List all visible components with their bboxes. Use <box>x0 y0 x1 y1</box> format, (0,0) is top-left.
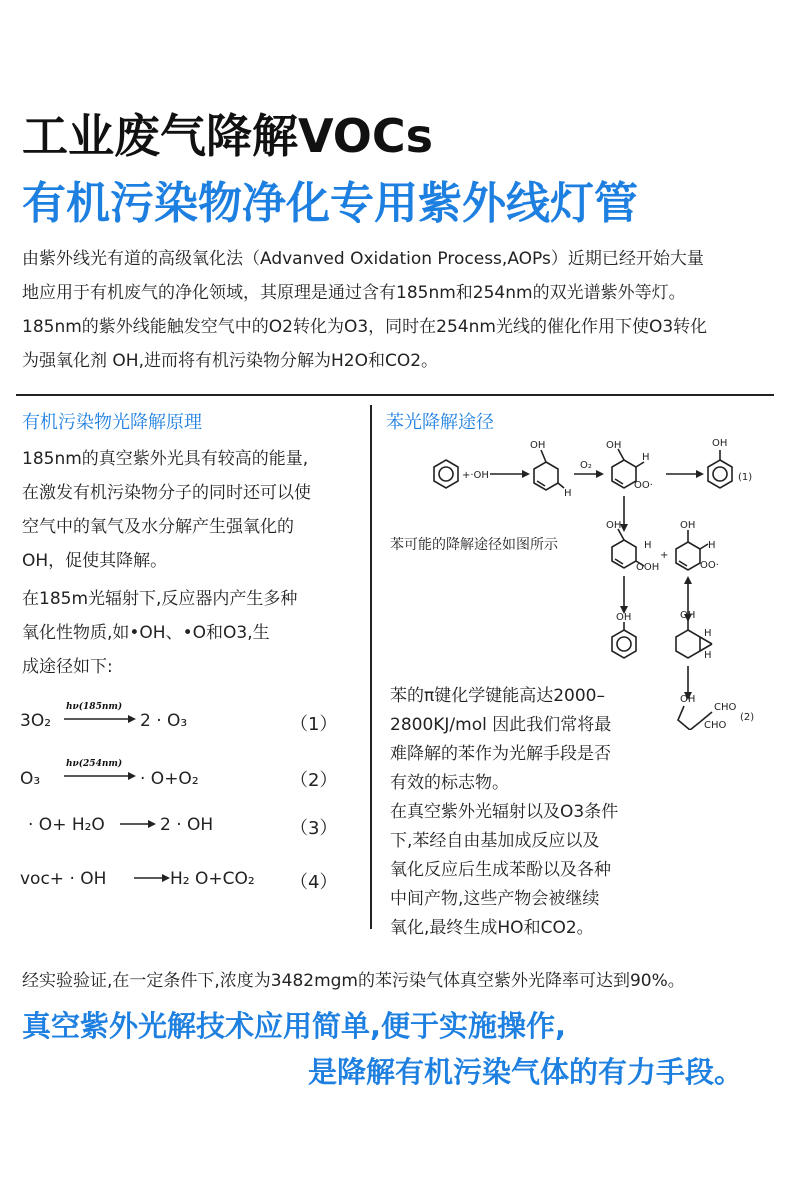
h-label: H <box>704 628 712 639</box>
equation-rhs: · O+O₂ <box>140 769 199 789</box>
h-label: H <box>704 650 712 661</box>
text-line: 2800KJ/mol 因此我们常将最 <box>390 715 612 735</box>
equation-rhs: H₂ O+CO₂ <box>170 869 255 889</box>
reaction-arrow-icon <box>64 714 136 724</box>
page-subtitle: 有机污染物净化专用紫外线灯管 <box>22 178 638 229</box>
text-line: 有效的标志物。 <box>390 773 509 793</box>
text-line: 氧化,最终生成HO和CO2。 <box>390 918 594 938</box>
arrow-label: hν(254nm) <box>66 759 123 769</box>
phenol-ring-icon <box>708 460 732 488</box>
equation-lhs: O₃ <box>20 769 41 789</box>
text-line: 在激发有机污染物分子的同时还可以使 <box>22 483 311 503</box>
hydroperoxide-ring-icon <box>612 540 636 568</box>
conclusion-line-1: 真空紫外光解技术应用简单,便于实施操作, <box>22 1009 567 1043</box>
text-line: 难降解的苯作为光解手段是否 <box>390 744 611 764</box>
h-label: H <box>644 540 652 551</box>
oh-label: OH <box>606 440 622 451</box>
equation-3 <box>0 806 360 846</box>
arrow-head-icon <box>696 470 704 478</box>
equation-1 <box>0 700 360 740</box>
text-line: 中间产物,这些产物会被继续 <box>390 889 600 909</box>
conclusion-line-2: 是降解有机污染气体的有力手段。 <box>308 1055 744 1089</box>
oh-label: OH <box>530 440 546 451</box>
equation-rhs: 2 · OH <box>160 815 214 835</box>
intro-line: 为强氧化剂 OH,进而将有机污染物分解为H2O和CO2。 <box>22 351 439 371</box>
reagent-label: +·OH <box>462 470 489 481</box>
equation-rhs: 2 · O₃ <box>140 711 188 731</box>
equation-2 <box>0 756 360 796</box>
intro-line: 由紫外线光有道的高级氧化法（Advanved Oxidation Process,AOPs）近期已经开始大量 <box>22 249 704 269</box>
text-line: 氧化性物质,如•OH、•O和O3,生 <box>22 623 270 643</box>
bicyclic-ring-icon <box>676 630 700 658</box>
reaction-arrow-icon <box>134 873 170 883</box>
experiment-result-text: 经实验验证,在一定条件下,浓度为3482mgm的苯污染气体真空紫外光降率可达到90%。 <box>22 971 685 991</box>
text-line: 成途径如下: <box>22 657 113 677</box>
benzene-ring-icon <box>434 460 458 488</box>
product-label-1: (1) <box>738 472 753 483</box>
oh-label: OH <box>680 520 696 531</box>
oo-dot-label: OO· <box>700 560 719 571</box>
left-paragraph-1 <box>22 442 362 578</box>
intro-line: 185nm的紫外线能触发空气中的O2转化为O3，同时在254nm光线的催化作用下使O3转化 <box>22 317 708 337</box>
left-section-heading: 有机污染物光降解原理 <box>22 412 202 433</box>
h-label: H <box>564 488 572 499</box>
text-line: 在真空紫外光辐射以及O3条件 <box>390 802 619 822</box>
text-line: 苯的π键化学键能高达2000– <box>390 686 605 706</box>
intro-line: 地应用于有机废气的净化领域，其原理是通过含有185nm和254nm的双光谱紫外等灯。 <box>22 283 686 303</box>
cho-label: CHO <box>714 702 737 713</box>
arrow-head-icon <box>684 576 692 584</box>
oh-label: OH <box>606 520 622 531</box>
equation-lhs: · O+ H₂O <box>28 815 105 835</box>
text-line: 下,苯经自由基加成反应以及 <box>390 831 600 851</box>
section-divider <box>16 394 774 396</box>
phenol-ring-icon <box>612 630 636 658</box>
page-title: 工业废气降解VOCs <box>22 109 434 163</box>
h-label: H <box>642 452 650 463</box>
left-paragraph-2 <box>22 582 362 684</box>
column-divider <box>370 405 372 929</box>
intro-paragraph <box>22 242 782 378</box>
oh-label: OH <box>680 610 696 621</box>
right-section-heading: 苯光降解途径 <box>386 412 494 433</box>
plus-label: + <box>660 550 669 561</box>
h-label: H <box>708 540 716 551</box>
cho-label: CHO <box>704 720 727 730</box>
equation-number: （1） <box>290 714 338 735</box>
equation-number: （2） <box>290 770 338 791</box>
text-line: 185nm的真空紫外光具有较高的能量, <box>22 449 309 469</box>
oh-label: OH <box>616 612 632 623</box>
arrow-head-icon <box>596 470 604 478</box>
text-line: 氧化反应后生成苯酚以及各种 <box>390 860 611 880</box>
reaction-arrow-icon <box>120 819 156 829</box>
product-label-2: (2) <box>740 712 755 723</box>
right-paragraph <box>390 682 690 943</box>
equation-lhs: voc+ · OH <box>20 869 107 889</box>
peroxy-ring-icon <box>612 460 636 488</box>
peroxy-ring-icon <box>676 542 700 570</box>
equation-4 <box>0 860 360 900</box>
o2-label: O₂ <box>580 460 592 471</box>
intermediate-ring-icon <box>534 462 558 490</box>
diagram-caption: 苯可能的降解途径如图所示 <box>390 537 558 553</box>
oo-dot-label: OO· <box>634 480 653 491</box>
equation-number: （4） <box>290 872 338 893</box>
reaction-arrow-icon <box>64 771 136 781</box>
ooh-label: OOH <box>636 562 660 573</box>
equation-number: （3） <box>290 818 338 839</box>
equation-lhs: 3O₂ <box>20 711 52 731</box>
arrow-head-icon <box>522 470 530 478</box>
text-line: OH，促使其降解。 <box>22 551 168 571</box>
text-line: 空气中的氧气及水分解产生强氧化的 <box>22 517 294 537</box>
oh-label: OH <box>712 438 728 449</box>
oh-label: OH <box>680 694 696 705</box>
arrow-label: hν(185nm) <box>66 702 123 712</box>
text-line: 在185m光辐射下,反应器内产生多种 <box>22 589 298 609</box>
